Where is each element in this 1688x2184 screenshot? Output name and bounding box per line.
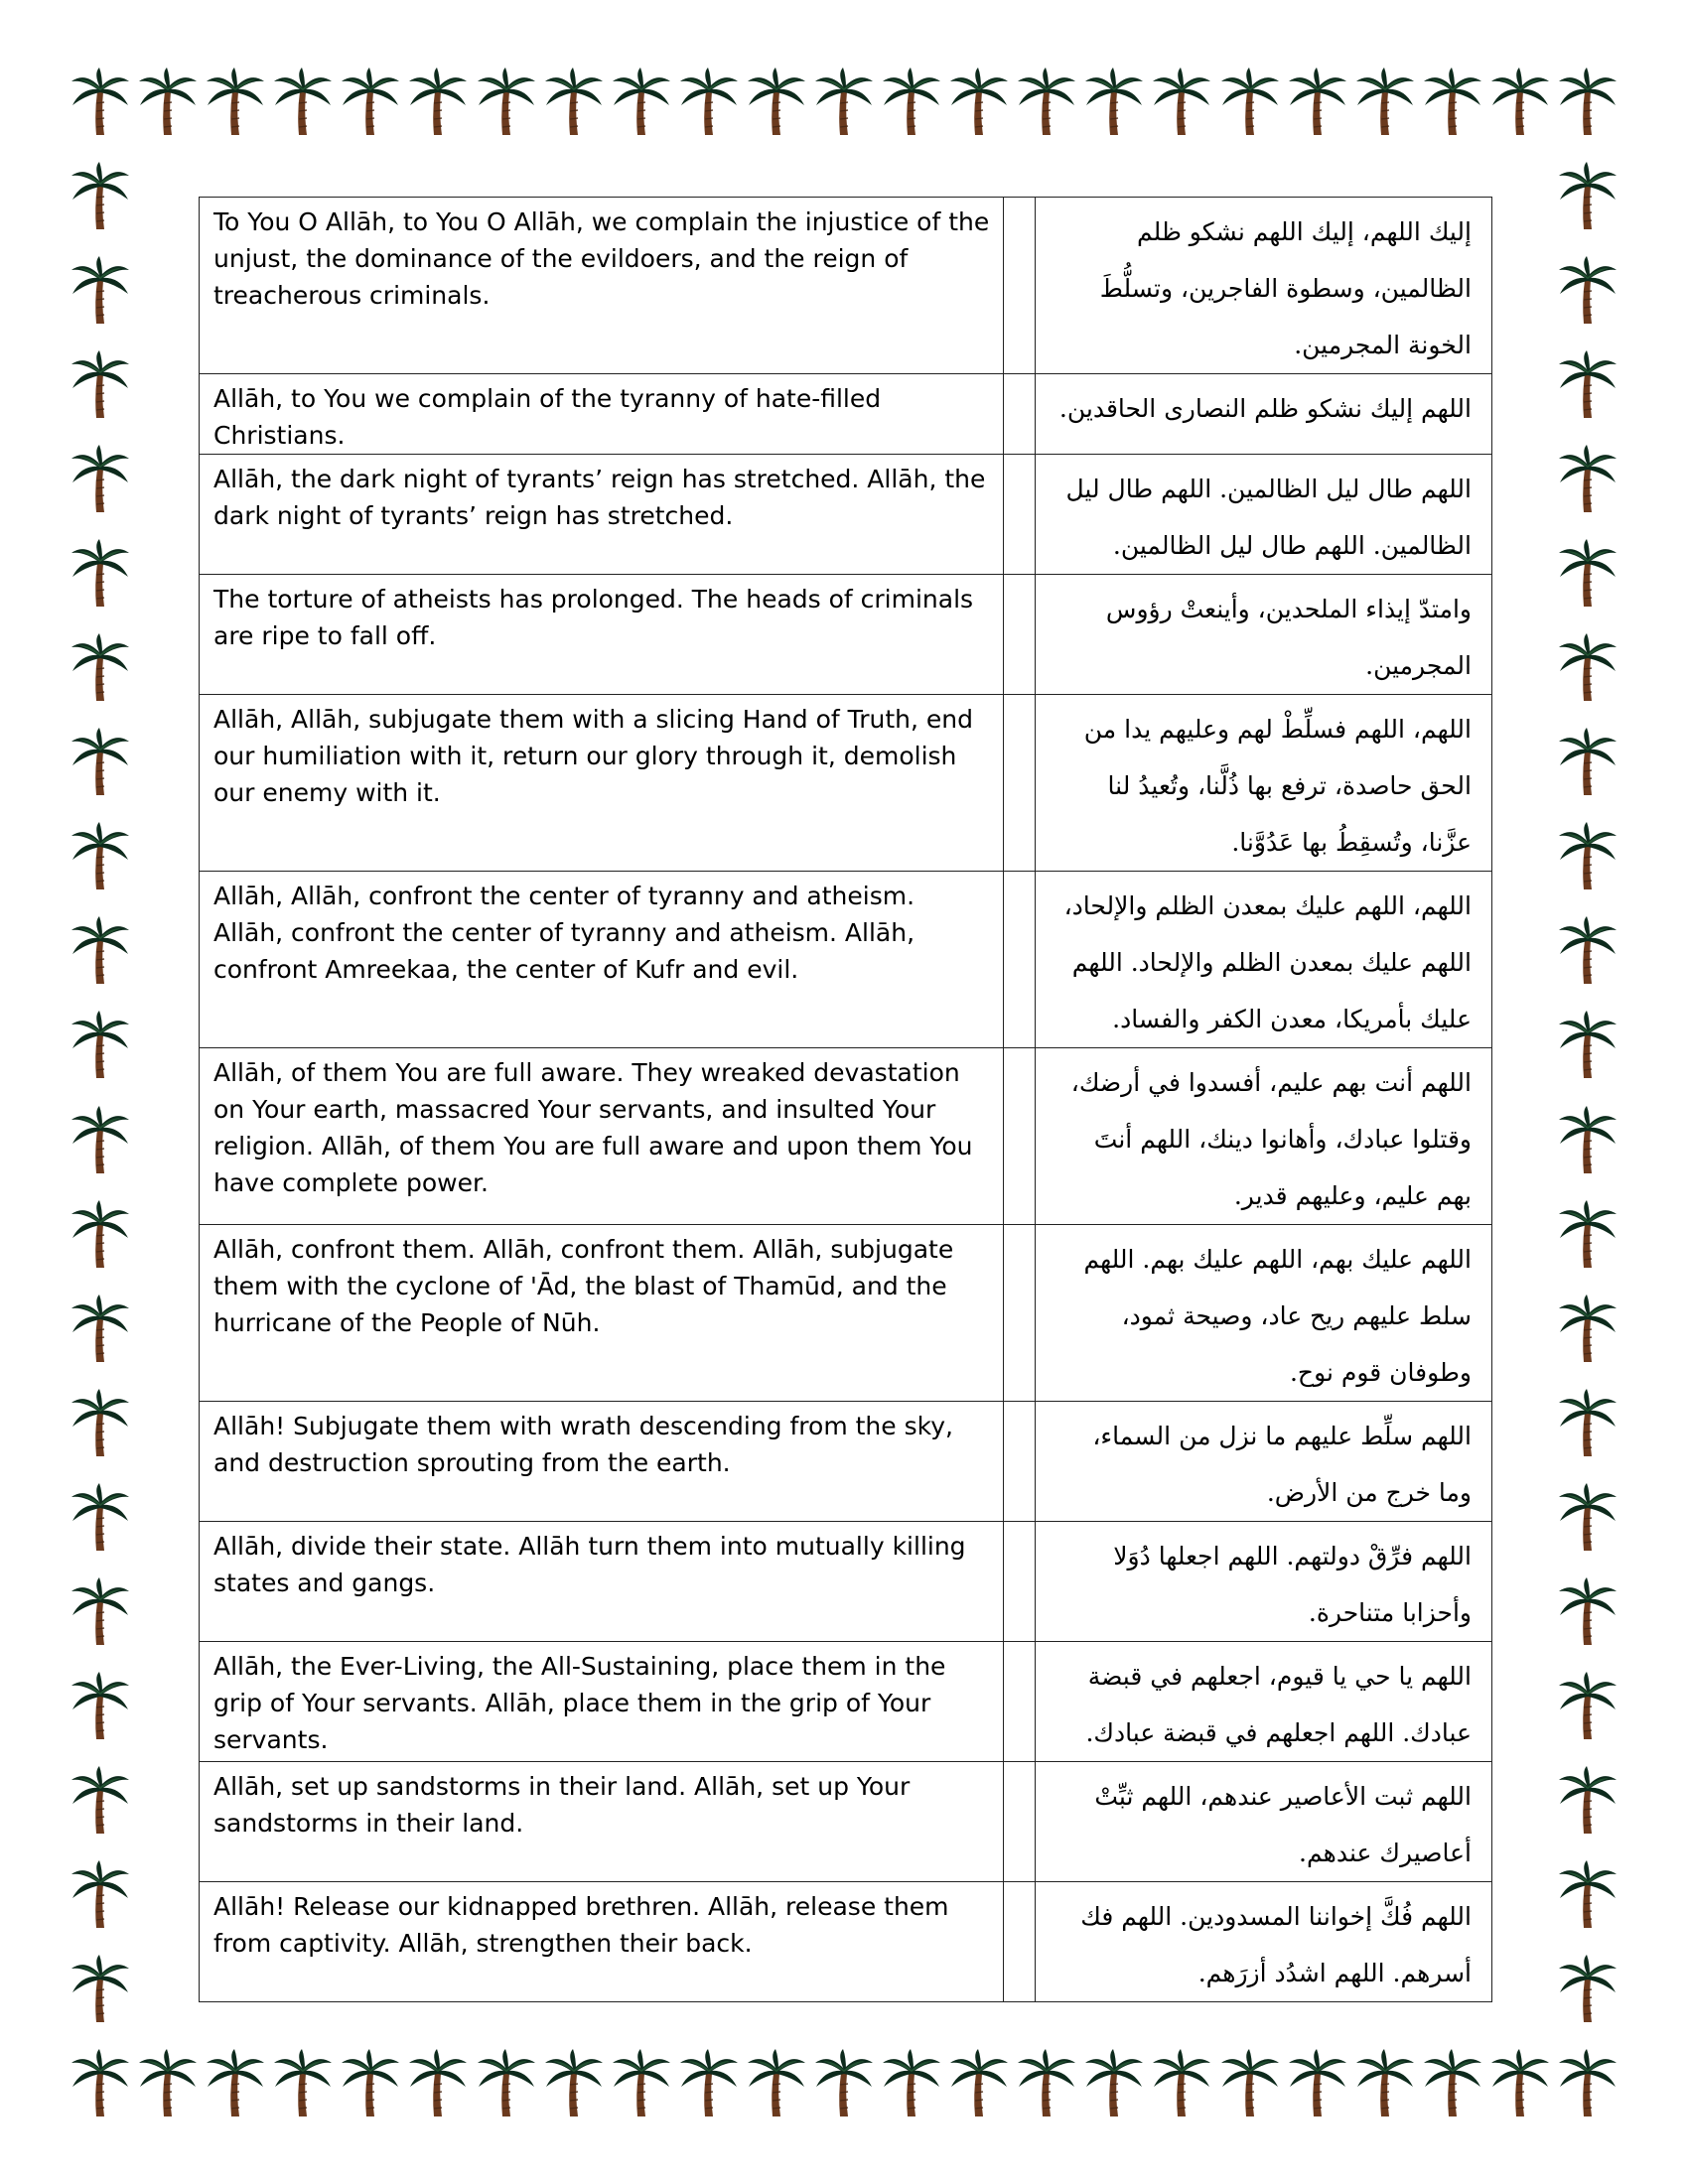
palm-tree-icon (70, 1483, 131, 1553)
palm-tree-icon (70, 68, 131, 137)
spacer-cell (1004, 1762, 1036, 1882)
palm-tree-icon (1489, 68, 1551, 137)
palm-tree-icon (1219, 68, 1281, 137)
palm-tree-icon (1016, 68, 1077, 137)
table-row (200, 575, 1492, 695)
table-row (200, 374, 1492, 455)
palm-tree-icon (1354, 2049, 1416, 2118)
palm-tree-icon (1557, 1106, 1618, 1175)
english-text: Allāh, of them You are full aware. They wreaked devastation on Your earth, massacred Your servants, and insulted Your religion. Allāh, of them You are full aware and upon them You have complete power. (200, 1048, 1004, 1225)
spacer-cell (1004, 872, 1036, 1048)
palm-tree-icon (543, 2049, 605, 2118)
palm-tree-icon (746, 68, 807, 137)
palm-tree-icon (272, 68, 334, 137)
table-row (200, 1225, 1492, 1402)
table-row (200, 1048, 1492, 1225)
palm-tree-icon (70, 350, 131, 420)
palm-tree-icon (1557, 162, 1618, 231)
palm-tree-icon (476, 2049, 537, 2118)
arabic-text: اللهم أنت بهم عليم، أفسدوا في أرضك، وقتلوا عبادك، وأهانوا دينك، اللهم أنتَ بهم عليم، وعليهم قدير. (1036, 1048, 1492, 1225)
spacer-cell (1004, 374, 1036, 455)
palm-tree-icon (1557, 350, 1618, 420)
table-row (200, 1402, 1492, 1522)
palm-tree-icon (70, 1955, 131, 2024)
palm-tree-icon (1219, 2049, 1281, 2118)
palm-tree-icon (1557, 1860, 1618, 1930)
arabic-text: إليك اللهم، إليك اللهم نشكو ظلم الظالمين، وسطوة الفاجرين، وتسلُّطَ الخونة المجرمين. (1036, 198, 1492, 374)
palm-tree-icon (1557, 445, 1618, 514)
spacer-cell (1004, 695, 1036, 872)
arabic-text: اللهم يا حي يا قيوم، اجعلهم في قبضة عبادك. اللهم اجعلهم في قبضة عبادك. (1036, 1642, 1492, 1762)
table-row (200, 872, 1492, 1048)
arabic-text: اللهم إليك نشكو ظلم النصارى الحاقدين. (1036, 374, 1492, 455)
palm-tree-icon (1557, 822, 1618, 891)
palm-tree-icon (1557, 1577, 1618, 1647)
palm-tree-icon (1557, 2049, 1618, 2118)
palm-tree-icon (476, 68, 537, 137)
table-row (200, 1522, 1492, 1642)
english-text: The torture of atheists has prolonged. The heads of criminals are ripe to fall off. (200, 575, 1004, 695)
table-row (200, 695, 1492, 872)
palm-tree-icon (272, 2049, 334, 2118)
palm-tree-icon (678, 68, 740, 137)
palm-tree-icon (1083, 68, 1145, 137)
palm-tree-icon (746, 2049, 807, 2118)
palm-tree-icon (70, 916, 131, 986)
palm-tree-icon (948, 68, 1010, 137)
palm-tree-icon (70, 1200, 131, 1270)
palm-tree-icon (1557, 728, 1618, 797)
arabic-text: اللهم، اللهم فسلِّطْ لهم وعليهم يدا من الحق حاصدة، ترفع بها ذُلَّنا، وتُعيدُ لنا عزَّنا، وتُسقِطُ بها عَدُوَّنا. (1036, 695, 1492, 872)
palm-tree-icon (70, 2049, 131, 2118)
palm-tree-icon (1557, 256, 1618, 326)
english-text: Allāh, confront them. Allāh, confront them. Allāh, subjugate them with the cyclone of 'Ād, the blast of Thamūd, and the hurricane of the People of Nūh. (200, 1225, 1004, 1402)
palm-tree-icon (70, 822, 131, 891)
table-row (200, 1882, 1492, 2002)
table-row (200, 198, 1492, 374)
palm-tree-icon (70, 1672, 131, 1741)
english-text: To You O Allāh, to You O Allāh, we complain the injustice of the unjust, the dominance of the evildoers, and the reign of treacherous criminals. (200, 198, 1004, 374)
palm-tree-icon (1557, 633, 1618, 703)
spacer-cell (1004, 575, 1036, 695)
palm-tree-icon (881, 68, 942, 137)
palm-tree-icon (137, 68, 199, 137)
palm-tree-icon (1489, 2049, 1551, 2118)
palm-tree-icon (1354, 68, 1416, 137)
palm-tree-icon (1557, 916, 1618, 986)
palm-tree-icon (205, 68, 266, 137)
palm-tree-icon (70, 1389, 131, 1458)
palm-tree-icon (70, 162, 131, 231)
arabic-text: اللهم ثبت الأعاصير عندهم، اللهم ثبِّتْ أعاصيرك عندهم. (1036, 1762, 1492, 1882)
english-text: Allāh! Release our kidnapped brethren. Allāh, release them from captivity. Allāh, strengthen their back. (200, 1882, 1004, 2002)
spacer-cell (1004, 1225, 1036, 1402)
palm-tree-icon (881, 2049, 942, 2118)
palm-tree-icon (340, 68, 401, 137)
palm-tree-icon (205, 2049, 266, 2118)
palm-tree-icon (813, 2049, 875, 2118)
palm-tree-icon (1151, 2049, 1212, 2118)
palm-tree-icon (1557, 68, 1618, 137)
palm-tree-icon (70, 728, 131, 797)
palm-tree-icon (1557, 1483, 1618, 1553)
palm-tree-icon (70, 1860, 131, 1930)
table-row (200, 1762, 1492, 1882)
table-row (200, 1642, 1492, 1762)
palm-tree-icon (678, 2049, 740, 2118)
spacer-cell (1004, 1048, 1036, 1225)
palm-tree-icon (70, 1011, 131, 1080)
arabic-text: اللهم عليك بهم، اللهم عليك بهم. اللهم سلط عليهم ريح عاد، وصيحة ثمود، وطوفان قوم نوح. (1036, 1225, 1492, 1402)
spacer-cell (1004, 1882, 1036, 2002)
english-text: Allāh, the dark night of tyrants’ reign has stretched. Allāh, the dark night of tyrants’ reign has stretched. (200, 455, 1004, 575)
palm-tree-icon (407, 68, 469, 137)
spacer-cell (1004, 455, 1036, 575)
english-text: Allāh! Subjugate them with wrath descending from the sky, and destruction sprouting from the earth. (200, 1402, 1004, 1522)
prayer-table (199, 197, 1492, 2002)
palm-tree-icon (1557, 1389, 1618, 1458)
arabic-text: اللهم سلِّط عليهم ما نزل من السماء، وما خرج من الأرض. (1036, 1402, 1492, 1522)
palm-tree-icon (70, 1577, 131, 1647)
palm-tree-icon (1557, 1295, 1618, 1364)
arabic-text: اللهم فرِّقْ دولتهم. اللهم اجعلها دُوَلا وأحزابا متناحرة. (1036, 1522, 1492, 1642)
palm-tree-icon (1083, 2049, 1145, 2118)
palm-tree-icon (1557, 1766, 1618, 1836)
english-text: Allāh, the Ever-Living, the All-Sustaining, place them in the grip of Your servants. Allāh, place them in the grip of Your servants. (200, 1642, 1004, 1762)
arabic-text: وامتدّ إيذاء الملحدين، وأينعتْ رؤوس المجرمين. (1036, 575, 1492, 695)
palm-tree-icon (543, 68, 605, 137)
spacer-cell (1004, 1522, 1036, 1642)
palm-tree-icon (70, 1295, 131, 1364)
arabic-text: اللهم، اللهم عليك بمعدن الظلم والإلحاد، اللهم عليك بمعدن الظلم والإلحاد. اللهم عليك بأمريكا، معدن الكفر والفساد. (1036, 872, 1492, 1048)
arabic-text: اللهم فُكَّ إخواننا المسدودين. اللهم فك أسرهم. اللهم اشدُد أزرَهم. (1036, 1882, 1492, 2002)
palm-tree-icon (1287, 2049, 1348, 2118)
palm-tree-icon (1422, 68, 1483, 137)
palm-tree-icon (407, 2049, 469, 2118)
palm-tree-icon (70, 633, 131, 703)
palm-tree-icon (70, 1766, 131, 1836)
palm-tree-icon (70, 539, 131, 609)
palm-tree-icon (137, 2049, 199, 2118)
palm-tree-icon (70, 1106, 131, 1175)
palm-tree-icon (1422, 2049, 1483, 2118)
palm-tree-icon (1016, 2049, 1077, 2118)
english-text: Allāh, set up sandstorms in their land. Allāh, set up Your sandstorms in their land. (200, 1762, 1004, 1882)
palm-tree-icon (1287, 68, 1348, 137)
palm-tree-icon (70, 256, 131, 326)
palm-tree-icon (611, 68, 672, 137)
table-row (200, 455, 1492, 575)
spacer-cell (1004, 198, 1036, 374)
palm-tree-icon (1557, 1672, 1618, 1741)
english-text: Allāh, Allāh, confront the center of tyranny and atheism. Allāh, confront the center of tyranny and atheism. Allāh, confront Amreekaa, the center of Kufr and evil. (200, 872, 1004, 1048)
spacer-cell (1004, 1642, 1036, 1762)
arabic-text: اللهم طال ليل الظالمين. اللهم طال ليل الظالمين. اللهم طال ليل الظالمين. (1036, 455, 1492, 575)
palm-tree-icon (340, 2049, 401, 2118)
palm-tree-icon (948, 2049, 1010, 2118)
english-text: Allāh, Allāh, subjugate them with a slicing Hand of Truth, end our humiliation with it, return our glory through it, demolish our enemy with it. (200, 695, 1004, 872)
palm-tree-icon (1151, 68, 1212, 137)
palm-tree-icon (1557, 539, 1618, 609)
palm-tree-icon (70, 445, 131, 514)
palm-tree-icon (1557, 1200, 1618, 1270)
palm-tree-icon (1557, 1955, 1618, 2024)
palm-tree-icon (1557, 1011, 1618, 1080)
english-text: Allāh, divide their state. Allāh turn them into mutually killing states and gangs. (200, 1522, 1004, 1642)
palm-tree-icon (813, 68, 875, 137)
spacer-cell (1004, 1402, 1036, 1522)
palm-tree-icon (611, 2049, 672, 2118)
english-text: Allāh, to You we complain of the tyranny of hate-filled Christians. (200, 374, 1004, 455)
